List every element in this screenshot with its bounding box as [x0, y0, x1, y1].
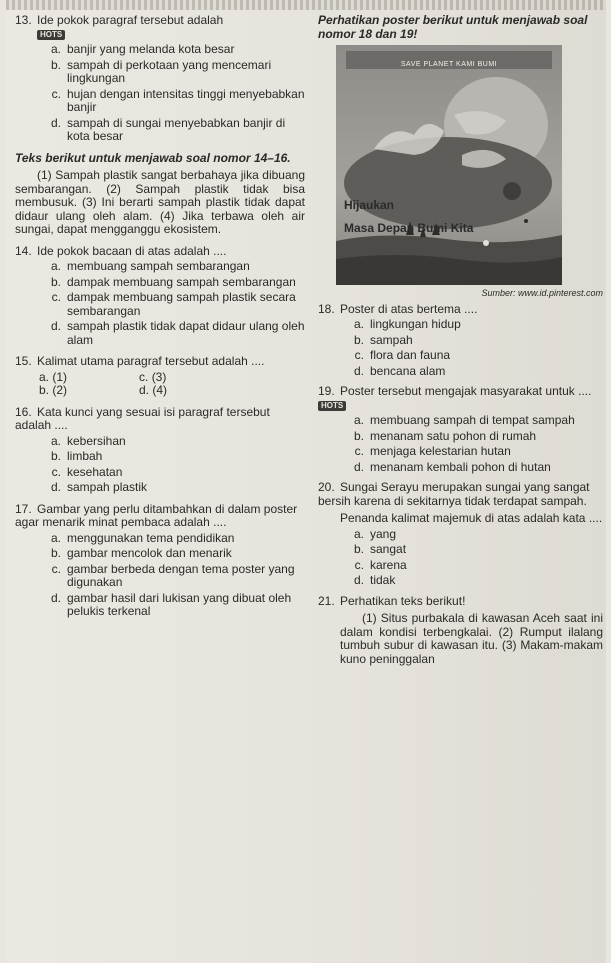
q19-option-c[interactable]: c. menjaga kelestarian hutan: [354, 444, 511, 458]
image-source: Sumber: www.id.pinterest.com: [481, 288, 603, 298]
q20-option-b[interactable]: b. sangat: [353, 542, 407, 556]
hots-badge: HOTS: [318, 401, 346, 411]
q18-option-c[interactable]: c. flora dan fauna: [354, 348, 451, 362]
q14-option-b[interactable]: b. dampak membuang sampah sembarangan: [50, 274, 296, 289]
q17-option-b[interactable]: b. gambar mencolok dan menarik: [50, 546, 232, 560]
q17-option-d[interactable]: d. gambar hasil dari lukisan yang dibuat oleh pelukis terkenal: [50, 590, 292, 618]
question-13: 13. Ide pokok paragraf tersebut adalah HOTS a. banjir yang melanda kota besar b. sampah di perkotaan yang mencemari lingkungan c. hujan dengan intensitas tinggi menyebabkan banjir d. sampah di sungai menyebabkan banjir di kota besar: [15, 13, 305, 143]
question-20: 20. Sungai Serayu merupakan sungai yang sangat bersih karena di sekitarnya tidak terdapat sampah. Penanda kalimat majemuk di atas adalah kata .... a. yang b. sangat c. karena d. tidak: [318, 480, 603, 587]
q15-option-a[interactable]: a. (1): [39, 369, 68, 384]
q14-option-d[interactable]: d. sampah plastik tidak dapat didaur ulang oleh alam: [50, 319, 305, 347]
question-16: 16. Kata kunci yang sesuai isi paragraf tersebut adalah .... a. kebersihan b. limbah c. kesehatan d. sampah plastik: [15, 406, 305, 495]
q16-option-a[interactable]: a. kebersihan: [50, 433, 126, 448]
q16-option-c[interactable]: c. kesehatan: [51, 464, 123, 479]
question-21: 21. Perhatikan teks berikut! (1) Situs purbakala di kawasan Aceh saat ini dalam kondisi terbengkalai. (2) Rumput ilalang tumbuh subur di kawasan itu. (3) Makam-makam kuno peninggalan: [318, 593, 603, 666]
question-14: 14. Ide pokok bacaan di atas adalah .... a. membuang sampah sembarangan b. dampak membuang sampah sembarangan c. dampak membuang sampah plastik secara sembarangan d. sampah plastik tidak dapat didaur ulang oleh alam: [15, 243, 305, 347]
right-column: [318, 14, 603, 666]
poster-top-text: SAVE PLANET KAMI BUMI: [400, 61, 498, 68]
text-heading: Teks berikut untuk menjawab soal nomor 14–16.: [15, 150, 291, 165]
q21-text: (1) Situs purbakala di kawasan Aceh saat ini dalam kondisi terbengkalai. (2) Rumput ilalang tumbuh subur di kawasan itu. (3) Makam-makam kuno peninggalan: [340, 611, 603, 666]
q17-option-c[interactable]: c. gambar berbeda dengan tema poster yang digunakan: [51, 561, 295, 589]
q19-option-a[interactable]: a. membuang sampah di tempat sampah: [353, 413, 575, 427]
q20-option-c[interactable]: c. karena: [354, 557, 407, 572]
q14-option-c[interactable]: c. dampak membuang sampah plastik secara sembarangan: [51, 290, 296, 318]
q18-option-a[interactable]: a. lingkungan hidup: [353, 317, 461, 331]
q18-option-d[interactable]: d. bencana alam: [353, 363, 446, 378]
q18-option-b[interactable]: b. sampah: [353, 332, 413, 347]
q13-option-d[interactable]: d. sampah di sungai menyebabkan banjir di kota besar: [50, 115, 286, 143]
q14-option-a[interactable]: a. membuang sampah sembarangan: [50, 259, 250, 273]
reading-paragraph: (1) Sampah plastik sangat berbahaya jika dibuang sembarangan. (2) Sampah plastik tidak bisa membusuk. (3) Ini berarti sampah plastik tidak dapat didaur ulang oleh alam. (4) Jika terbawa oleh air sungai, dapat mengganggu ekosistem.: [15, 168, 305, 236]
question-18: 18. Poster di atas bertema .... a. lingkungan hidup b. sampah c. flora dan fauna d. bencana alam: [318, 303, 603, 379]
q19-option-b[interactable]: b. menanam satu pohon di rumah: [353, 428, 537, 443]
q20-option-a[interactable]: a. yang: [353, 526, 397, 541]
q15-option-c[interactable]: c. (3): [139, 369, 167, 384]
poster-illustration: [336, 45, 562, 285]
q16-option-b[interactable]: b. limbah: [50, 449, 103, 463]
question-19: 19. Poster tersebut mengajak masyarakat untuk .... HOTS a. membuang sampah di tempat sampah b. menanam satu pohon di rumah c. menjaga kelestarian hutan d. menanam kembali pohon di hutan: [318, 385, 603, 474]
q16-option-d[interactable]: d. sampah plastik: [50, 480, 148, 494]
poster-label-masa-depan: Masa Depan Bumi Kita: [344, 221, 474, 235]
left-column: [15, 14, 305, 619]
q20-option-d[interactable]: d. tidak: [353, 573, 396, 587]
q17-option-a[interactable]: a. menggunakan tema pendidikan: [50, 530, 235, 545]
page-top-edge: [6, 0, 606, 10]
q15-option-d[interactable]: d. (4): [139, 383, 168, 397]
hots-badge: HOTS: [37, 30, 65, 40]
question-15: 15. Kalimat utama paragraf tersebut adalah .... a. (1) c. (3) b. (2) d. (4): [15, 354, 265, 397]
q13-option-a[interactable]: a. banjir yang melanda kota besar: [50, 42, 235, 56]
q13-option-b[interactable]: b. sampah di perkotaan yang mencemari lingkungan: [50, 57, 272, 85]
poster-label-hijaukan: Hijaukan: [344, 198, 395, 212]
poster-heading: Perhatikan poster berikut untuk menjawab soal nomor 18 dan 19!: [318, 13, 588, 41]
question-17: 17. Gambar yang perlu ditambahkan di dalam poster agar menarik minat pembaca adalah .... a. menggunakan tema pendidikan b. gambar mencolok dan menarik c. gambar berbeda dengan tema poster yang digunakan d. gambar hasil dari lukisan yang dibuat oleh pelukis terkenal: [15, 503, 305, 619]
q15-option-b[interactable]: b. (2): [39, 383, 68, 397]
q13-option-c[interactable]: c. hujan dengan intensitas tinggi menyebabkan banjir: [51, 86, 305, 114]
q19-option-d[interactable]: d. menanam kembali pohon di hutan: [353, 459, 551, 474]
poster-image: [336, 45, 562, 285]
